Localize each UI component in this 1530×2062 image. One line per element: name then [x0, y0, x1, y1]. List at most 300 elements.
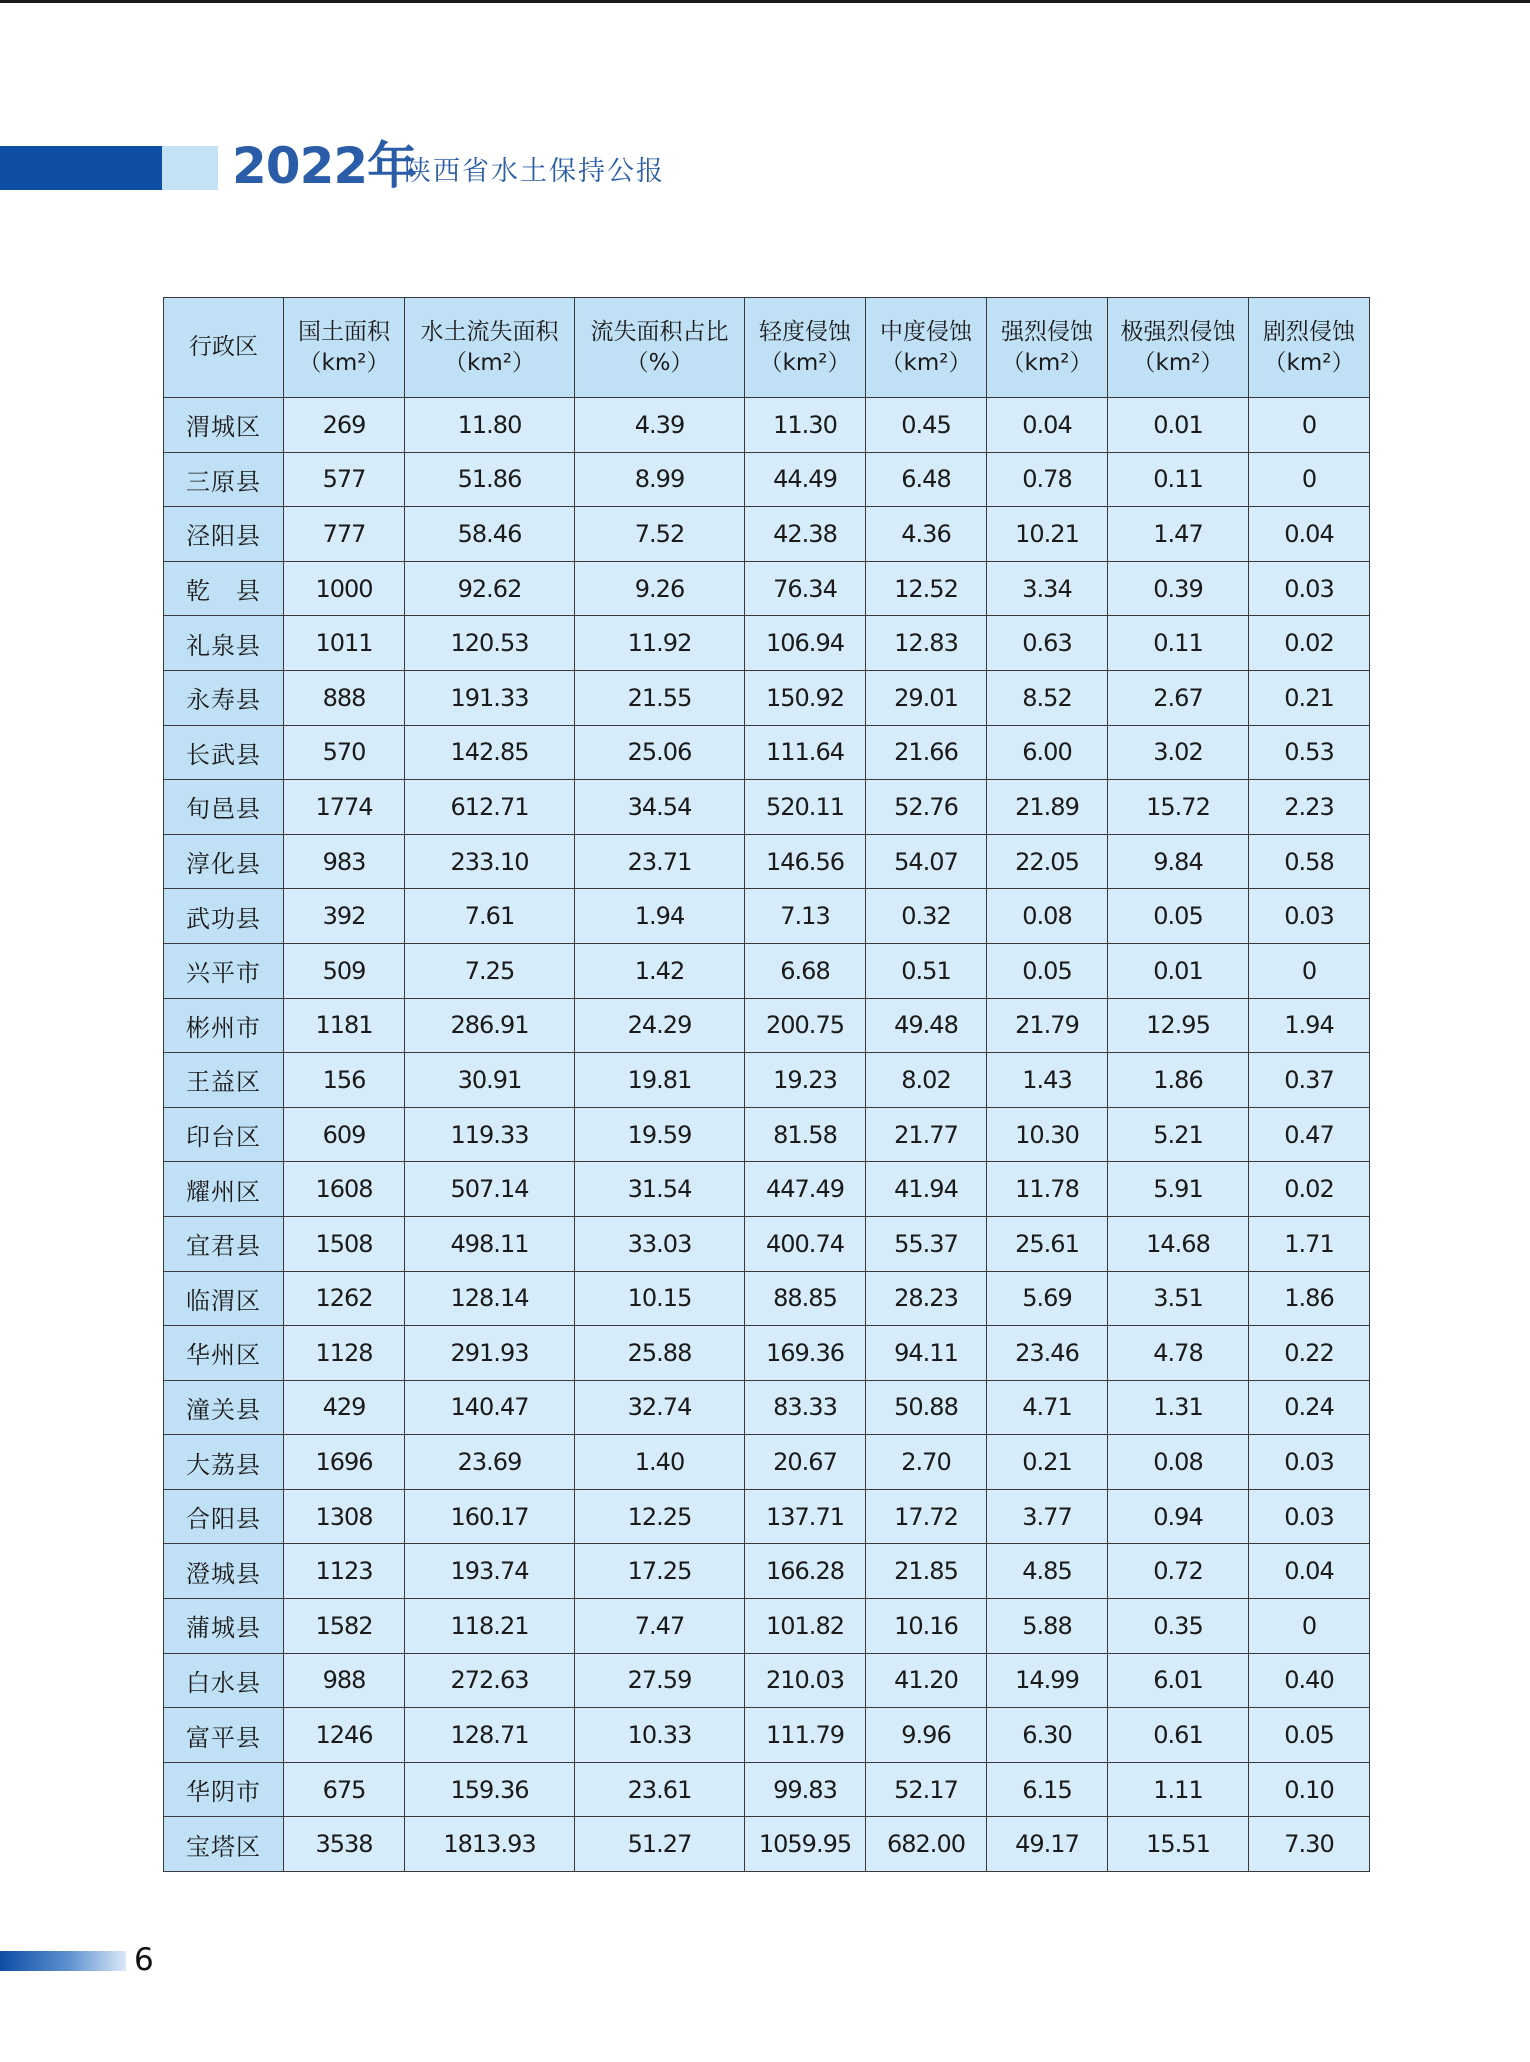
table-row: [164, 1326, 1370, 1381]
table-row: [164, 507, 1370, 562]
table-cell: 15.72: [1108, 780, 1249, 835]
column-header-unit: （km²）: [298, 349, 390, 376]
table-cell: 12.83: [866, 616, 987, 671]
table-cell: 0.61: [1108, 1708, 1249, 1763]
table-cell: 0.53: [1249, 725, 1370, 780]
column-header-unit: （km²）: [759, 349, 851, 376]
table-cell: 4.36: [866, 507, 987, 562]
district-name-cell: 蒲城县: [164, 1599, 284, 1654]
table-cell: 291.93: [405, 1326, 575, 1381]
table-cell: 10.21: [987, 507, 1108, 562]
table-cell: 9.26: [575, 561, 745, 616]
column-header-label: 水土流失面积: [420, 318, 559, 345]
table-cell: 44.49: [745, 452, 866, 507]
column-header: [164, 298, 284, 398]
table-row: [164, 1762, 1370, 1817]
table-cell: 0.10: [1249, 1762, 1370, 1817]
table-cell: 128.71: [405, 1708, 575, 1763]
table-cell: 5.91: [1108, 1162, 1249, 1217]
table-cell: 42.38: [745, 507, 866, 562]
column-header-label: 极强烈侵蚀: [1120, 318, 1236, 345]
table-cell: 1696: [284, 1435, 405, 1490]
table-cell: 3.02: [1108, 725, 1249, 780]
column-header-label: 行政区: [189, 334, 258, 360]
table-cell: 1.42: [575, 943, 745, 998]
table-cell: 682.00: [866, 1817, 987, 1872]
table-cell: 0.21: [1249, 670, 1370, 725]
table-cell: 0.22: [1249, 1326, 1370, 1381]
table-cell: 1508: [284, 1216, 405, 1271]
table-cell: 11.78: [987, 1162, 1108, 1217]
table-cell: 0.78: [987, 452, 1108, 507]
table-cell: 27.59: [575, 1653, 745, 1708]
table-cell: 0.63: [987, 616, 1108, 671]
table-cell: 156: [284, 1053, 405, 1108]
table-row: [164, 1489, 1370, 1544]
header-accent-bar: [0, 146, 162, 190]
table-row: [164, 780, 1370, 835]
table-cell: 1608: [284, 1162, 405, 1217]
table-cell: 0.58: [1249, 834, 1370, 889]
table-row: [164, 398, 1370, 453]
table-row: [164, 1162, 1370, 1217]
table-cell: 983: [284, 834, 405, 889]
district-name-cell: 泾阳县: [164, 507, 284, 562]
table-row: [164, 943, 1370, 998]
table-cell: 81.58: [745, 1107, 866, 1162]
table-cell: 146.56: [745, 834, 866, 889]
table-cell: 392: [284, 889, 405, 944]
table-cell: 0.24: [1249, 1380, 1370, 1435]
column-header-unit: （km²）: [1263, 349, 1355, 376]
table-cell: 5.69: [987, 1271, 1108, 1326]
table-cell: 58.46: [405, 507, 575, 562]
table-cell: 4.39: [575, 398, 745, 453]
table-cell: 12.25: [575, 1489, 745, 1544]
table-body: [164, 398, 1370, 1872]
district-name-cell: 长武县: [164, 725, 284, 780]
table-row: [164, 616, 1370, 671]
table-row: [164, 670, 1370, 725]
table-cell: 5.21: [1108, 1107, 1249, 1162]
table-cell: 19.81: [575, 1053, 745, 1108]
column-header-unit: （km²）: [1132, 349, 1224, 376]
table-cell: 30.91: [405, 1053, 575, 1108]
district-name-cell: 华州区: [164, 1326, 284, 1381]
table-row: [164, 889, 1370, 944]
table-cell: 609: [284, 1107, 405, 1162]
table-cell: 94.11: [866, 1326, 987, 1381]
table-cell: 34.54: [575, 780, 745, 835]
table-cell: 0.37: [1249, 1053, 1370, 1108]
report-year: 2022年: [232, 137, 417, 195]
district-name-cell: 宜君县: [164, 1216, 284, 1271]
table-cell: 17.25: [575, 1544, 745, 1599]
page-number: 6: [134, 1942, 154, 1978]
district-name-cell: 礼泉县: [164, 616, 284, 671]
table-cell: 1000: [284, 561, 405, 616]
table-cell: 0.05: [1249, 1708, 1370, 1763]
table-row: [164, 1653, 1370, 1708]
table-row: [164, 998, 1370, 1053]
table-cell: 0.04: [987, 398, 1108, 453]
table-cell: 142.85: [405, 725, 575, 780]
table-cell: 21.89: [987, 780, 1108, 835]
table-cell: 1.94: [1249, 998, 1370, 1053]
table-cell: 41.20: [866, 1653, 987, 1708]
table-cell: 507.14: [405, 1162, 575, 1217]
column-header: [284, 298, 405, 398]
district-name-cell: 淳化县: [164, 834, 284, 889]
table-cell: 7.30: [1249, 1817, 1370, 1872]
table-cell: 1246: [284, 1708, 405, 1763]
table-cell: 52.17: [866, 1762, 987, 1817]
table-cell: 31.54: [575, 1162, 745, 1217]
column-header: [575, 298, 745, 398]
column-header-label: 轻度侵蚀: [759, 318, 851, 345]
district-name-cell: 渭城区: [164, 398, 284, 453]
table-cell: 1128: [284, 1326, 405, 1381]
table-cell: 888: [284, 670, 405, 725]
table-cell: 50.88: [866, 1380, 987, 1435]
table-cell: 17.72: [866, 1489, 987, 1544]
table-cell: 166.28: [745, 1544, 866, 1599]
table-cell: 1774: [284, 780, 405, 835]
district-name-cell: 白水县: [164, 1653, 284, 1708]
column-header-unit: （%）: [625, 349, 694, 376]
table-cell: 32.74: [575, 1380, 745, 1435]
table-cell: 140.47: [405, 1380, 575, 1435]
district-name-cell: 富平县: [164, 1708, 284, 1763]
district-name-cell: 乾 县: [164, 561, 284, 616]
table-cell: 23.69: [405, 1435, 575, 1490]
column-header-label: 流失面积占比: [590, 318, 729, 345]
table-cell: 0.21: [987, 1435, 1108, 1490]
table-cell: 1262: [284, 1271, 405, 1326]
column-header-unit: （km²）: [1001, 349, 1093, 376]
table-cell: 0.11: [1108, 452, 1249, 507]
table-cell: 2.70: [866, 1435, 987, 1490]
table-cell: 22.05: [987, 834, 1108, 889]
table-cell: 0.47: [1249, 1107, 1370, 1162]
table-row: [164, 1380, 1370, 1435]
table-cell: 1.94: [575, 889, 745, 944]
table-cell: 9.84: [1108, 834, 1249, 889]
table-cell: 7.52: [575, 507, 745, 562]
table-cell: 0.04: [1249, 507, 1370, 562]
district-name-cell: 宝塔区: [164, 1817, 284, 1872]
table-cell: 49.48: [866, 998, 987, 1053]
table-cell: 0.32: [866, 889, 987, 944]
table-cell: 24.29: [575, 998, 745, 1053]
table-row: [164, 1216, 1370, 1271]
table-cell: 1308: [284, 1489, 405, 1544]
table-cell: 1.40: [575, 1435, 745, 1490]
table-cell: 111.64: [745, 725, 866, 780]
table-cell: 210.03: [745, 1653, 866, 1708]
table-cell: 6.00: [987, 725, 1108, 780]
table-cell: 83.33: [745, 1380, 866, 1435]
publication-title: 陕西省水土保持公报: [404, 156, 665, 187]
top-border-rule: [0, 0, 1530, 3]
table-cell: 169.36: [745, 1326, 866, 1381]
column-header-label: 中度侵蚀: [880, 318, 972, 345]
table-cell: 21.79: [987, 998, 1108, 1053]
table-cell: 19.59: [575, 1107, 745, 1162]
table-cell: 0.45: [866, 398, 987, 453]
table-cell: 28.23: [866, 1271, 987, 1326]
table-cell: 1582: [284, 1599, 405, 1654]
table-cell: 4.78: [1108, 1326, 1249, 1381]
table-cell: 21.85: [866, 1544, 987, 1599]
column-header-unit: （km²）: [444, 349, 535, 376]
table-cell: 193.74: [405, 1544, 575, 1599]
table-cell: 3.51: [1108, 1271, 1249, 1326]
table-cell: 0: [1249, 452, 1370, 507]
district-name-cell: 临渭区: [164, 1271, 284, 1326]
district-name-cell: 潼关县: [164, 1380, 284, 1435]
table-cell: 0.01: [1108, 943, 1249, 998]
table-cell: 54.07: [866, 834, 987, 889]
table-cell: 675: [284, 1762, 405, 1817]
table-cell: 14.68: [1108, 1216, 1249, 1271]
district-name-cell: 澄城县: [164, 1544, 284, 1599]
table-cell: 0.11: [1108, 616, 1249, 671]
table-cell: 0.51: [866, 943, 987, 998]
table-cell: 7.61: [405, 889, 575, 944]
table-cell: 7.25: [405, 943, 575, 998]
table-cell: 120.53: [405, 616, 575, 671]
table-cell: 2.23: [1249, 780, 1370, 835]
table-row: [164, 1817, 1370, 1872]
table-cell: 577: [284, 452, 405, 507]
table-cell: 0.02: [1249, 1162, 1370, 1217]
table-cell: 8.99: [575, 452, 745, 507]
table-cell: 1.71: [1249, 1216, 1370, 1271]
table-cell: 101.82: [745, 1599, 866, 1654]
table-cell: 400.74: [745, 1216, 866, 1271]
table-cell: 29.01: [866, 670, 987, 725]
table-row: [164, 1271, 1370, 1326]
table-cell: 11.80: [405, 398, 575, 453]
table-cell: 1.11: [1108, 1762, 1249, 1817]
table-cell: 52.76: [866, 780, 987, 835]
table-row: [164, 1708, 1370, 1763]
district-name-cell: 华阴市: [164, 1762, 284, 1817]
table-cell: 159.36: [405, 1762, 575, 1817]
soil-erosion-table: [163, 297, 1370, 1872]
table-cell: 23.46: [987, 1326, 1108, 1381]
table-row: [164, 1599, 1370, 1654]
column-header-label: 剧烈侵蚀: [1263, 318, 1355, 345]
table-cell: 4.71: [987, 1380, 1108, 1435]
column-header: [745, 298, 866, 398]
table-cell: 19.23: [745, 1053, 866, 1108]
table-cell: 88.85: [745, 1271, 866, 1326]
table-cell: 137.71: [745, 1489, 866, 1544]
table-row: [164, 834, 1370, 889]
column-header: [987, 298, 1108, 398]
table-cell: 0.08: [1108, 1435, 1249, 1490]
table-row: [164, 1107, 1370, 1162]
table-cell: 0.03: [1249, 1489, 1370, 1544]
table-cell: 0.05: [987, 943, 1108, 998]
table-cell: 0.39: [1108, 561, 1249, 616]
table-cell: 0.35: [1108, 1599, 1249, 1654]
column-header: [405, 298, 575, 398]
column-header: [1249, 298, 1370, 398]
table-cell: 612.71: [405, 780, 575, 835]
table-cell: 777: [284, 507, 405, 562]
table-cell: 51.27: [575, 1817, 745, 1872]
table-cell: 0.01: [1108, 398, 1249, 453]
table-cell: 1.43: [987, 1053, 1108, 1108]
table-cell: 286.91: [405, 998, 575, 1053]
table-cell: 76.34: [745, 561, 866, 616]
table-cell: 150.92: [745, 670, 866, 725]
column-header: [1108, 298, 1249, 398]
table-cell: 447.49: [745, 1162, 866, 1217]
table-cell: 0.08: [987, 889, 1108, 944]
table-cell: 23.61: [575, 1762, 745, 1817]
table-cell: 11.92: [575, 616, 745, 671]
table-cell: 429: [284, 1380, 405, 1435]
table-cell: 25.88: [575, 1326, 745, 1381]
table-row: [164, 1053, 1370, 1108]
table-cell: 7.47: [575, 1599, 745, 1654]
table-row: [164, 1544, 1370, 1599]
table-cell: 3.77: [987, 1489, 1108, 1544]
table-cell: 0.05: [1108, 889, 1249, 944]
table-cell: 988: [284, 1653, 405, 1708]
table-row: [164, 725, 1370, 780]
table-cell: 269: [284, 398, 405, 453]
district-name-cell: 王益区: [164, 1053, 284, 1108]
district-name-cell: 永寿县: [164, 670, 284, 725]
column-header: [866, 298, 987, 398]
table-cell: 12.52: [866, 561, 987, 616]
table-cell: 570: [284, 725, 405, 780]
table-cell: 33.03: [575, 1216, 745, 1271]
footer-gradient-bar: [0, 1951, 126, 1971]
table-cell: 0.03: [1249, 889, 1370, 944]
table-cell: 10.16: [866, 1599, 987, 1654]
district-name-cell: 耀州区: [164, 1162, 284, 1217]
district-name-cell: 彬州市: [164, 998, 284, 1053]
table-cell: 111.79: [745, 1708, 866, 1763]
table-cell: 0.04: [1249, 1544, 1370, 1599]
table-cell: 520.11: [745, 780, 866, 835]
table-cell: 8.52: [987, 670, 1108, 725]
table-cell: 106.94: [745, 616, 866, 671]
table-cell: 1059.95: [745, 1817, 866, 1872]
table-cell: 4.85: [987, 1544, 1108, 1599]
district-name-cell: 印台区: [164, 1107, 284, 1162]
table-cell: 6.30: [987, 1708, 1108, 1763]
column-header-label: 国土面积: [298, 318, 390, 345]
table-cell: 160.17: [405, 1489, 575, 1544]
table-cell: 1.47: [1108, 507, 1249, 562]
table-row: [164, 561, 1370, 616]
column-header-unit: （km²）: [880, 349, 972, 376]
table-cell: 21.77: [866, 1107, 987, 1162]
table-cell: 99.83: [745, 1762, 866, 1817]
table-cell: 200.75: [745, 998, 866, 1053]
district-name-cell: 旬邑县: [164, 780, 284, 835]
table-cell: 9.96: [866, 1708, 987, 1763]
table-cell: 11.30: [745, 398, 866, 453]
table-cell: 0.03: [1249, 1435, 1370, 1490]
table-cell: 92.62: [405, 561, 575, 616]
table-cell: 509: [284, 943, 405, 998]
table-cell: 12.95: [1108, 998, 1249, 1053]
table-cell: 21.55: [575, 670, 745, 725]
header-accent-bar-light: [162, 146, 218, 190]
table-header-row: [164, 298, 1370, 398]
table-cell: 15.51: [1108, 1817, 1249, 1872]
table-cell: 8.02: [866, 1053, 987, 1108]
table-cell: 2.67: [1108, 670, 1249, 725]
table-cell: 3.34: [987, 561, 1108, 616]
table-cell: 498.11: [405, 1216, 575, 1271]
table-cell: 49.17: [987, 1817, 1108, 1872]
table-cell: 119.33: [405, 1107, 575, 1162]
table-cell: 1.86: [1249, 1271, 1370, 1326]
table-cell: 7.13: [745, 889, 866, 944]
district-name-cell: 三原县: [164, 452, 284, 507]
table-cell: 5.88: [987, 1599, 1108, 1654]
district-name-cell: 合阳县: [164, 1489, 284, 1544]
table-cell: 233.10: [405, 834, 575, 889]
table-cell: 10.15: [575, 1271, 745, 1326]
table-cell: 6.48: [866, 452, 987, 507]
table-cell: 3538: [284, 1817, 405, 1872]
column-header-label: 强烈侵蚀: [1001, 318, 1093, 345]
table-cell: 0.40: [1249, 1653, 1370, 1708]
table-cell: 10.30: [987, 1107, 1108, 1162]
table-cell: 6.01: [1108, 1653, 1249, 1708]
table-cell: 20.67: [745, 1435, 866, 1490]
table-cell: 118.21: [405, 1599, 575, 1654]
table-cell: 14.99: [987, 1653, 1108, 1708]
table-cell: 51.86: [405, 452, 575, 507]
table-cell: 1181: [284, 998, 405, 1053]
table-cell: 191.33: [405, 670, 575, 725]
table-cell: 41.94: [866, 1162, 987, 1217]
table-cell: 0.03: [1249, 561, 1370, 616]
table-cell: 21.66: [866, 725, 987, 780]
table-cell: 0.72: [1108, 1544, 1249, 1599]
table-cell: 1123: [284, 1544, 405, 1599]
table-cell: 0.02: [1249, 616, 1370, 671]
table-cell: 10.33: [575, 1708, 745, 1763]
table-cell: 6.15: [987, 1762, 1108, 1817]
table-cell: 55.37: [866, 1216, 987, 1271]
table-cell: 128.14: [405, 1271, 575, 1326]
table-cell: 272.63: [405, 1653, 575, 1708]
table-cell: 25.06: [575, 725, 745, 780]
table-cell: 23.71: [575, 834, 745, 889]
table-cell: 0: [1249, 1599, 1370, 1654]
district-name-cell: 武功县: [164, 889, 284, 944]
table-cell: 1.86: [1108, 1053, 1249, 1108]
table-cell: 6.68: [745, 943, 866, 998]
table-cell: 1813.93: [405, 1817, 575, 1872]
table-cell: 0: [1249, 943, 1370, 998]
table-cell: 1011: [284, 616, 405, 671]
table-cell: 0: [1249, 398, 1370, 453]
table-cell: 25.61: [987, 1216, 1108, 1271]
